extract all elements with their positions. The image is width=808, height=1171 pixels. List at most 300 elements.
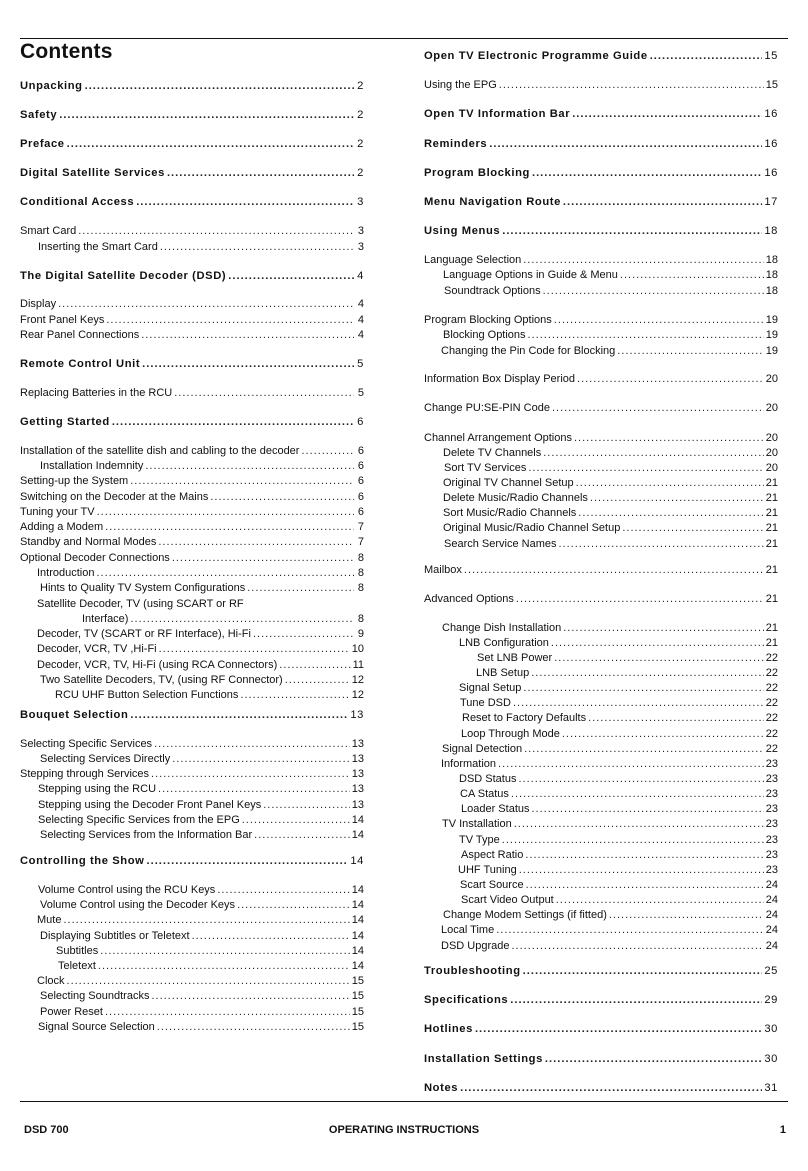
left-toc-entry[interactable] — [20, 626, 364, 641]
right-toc-entry[interactable] — [424, 726, 778, 741]
footer-page-number: 1 — [779, 1124, 786, 1136]
dot-leader — [247, 582, 354, 595]
toc-entry-page-number: 16 — [764, 167, 778, 179]
dot-leader — [551, 637, 764, 650]
right-toc-entry[interactable] — [424, 445, 778, 460]
toc-entry-page-number: 4 — [357, 270, 364, 282]
toc-entry-title: Display — [20, 298, 57, 310]
left-toc-entry[interactable] — [20, 797, 364, 812]
dot-leader — [545, 1053, 762, 1066]
dot-leader — [510, 994, 762, 1007]
dot-leader — [559, 538, 764, 551]
right-toc-entry[interactable] — [424, 591, 778, 606]
right-toc-entry[interactable] — [424, 992, 778, 1007]
toc-entry-page-number: 20 — [765, 373, 778, 385]
right-toc-entry[interactable] — [424, 710, 778, 725]
toc-entry-page-number: 23 — [765, 864, 778, 876]
dot-leader — [528, 329, 764, 342]
dot-leader — [158, 536, 354, 549]
dot-leader — [141, 329, 354, 342]
toc-entry-title: Signal Setup — [459, 682, 522, 694]
dot-leader — [576, 477, 764, 490]
right-toc-entry[interactable] — [424, 620, 778, 635]
toc-entry-page-number: 13 — [351, 738, 364, 750]
toc-entry-page-number: 14 — [351, 884, 364, 896]
dot-leader — [105, 1006, 350, 1019]
left-toc-entry[interactable] — [20, 672, 364, 687]
toc-entry-title: Search Service Names — [444, 538, 557, 550]
dot-leader — [578, 507, 763, 520]
toc-entry-title: Standby and Normal Modes — [20, 536, 157, 548]
bottom-rule — [20, 1101, 788, 1102]
toc-entry-page-number: 6 — [357, 445, 364, 457]
toc-entry-title: TV Type — [459, 834, 500, 846]
toc-entry-title: Sort TV Services — [444, 462, 527, 474]
dot-leader — [217, 884, 349, 897]
toc-entry-title: Change Modem Settings (if fitted) — [443, 909, 607, 921]
toc-entry-title: Channel Arrangement Options — [424, 432, 572, 444]
toc-entry-page-number: 3 — [357, 225, 364, 237]
toc-entry-title: Rear Panel Connections — [20, 329, 140, 341]
left-toc-entry[interactable] — [20, 1004, 364, 1019]
toc-entry-title: Controlling the Show — [20, 855, 145, 867]
toc-entry-title: Open TV Information Bar — [424, 108, 571, 120]
left-toc-entry[interactable] — [20, 107, 364, 122]
toc-entry-page-number: 24 — [765, 940, 778, 952]
dot-leader — [609, 909, 764, 922]
dot-leader — [556, 894, 764, 907]
dot-leader — [574, 432, 764, 445]
right-toc-entry[interactable] — [424, 907, 778, 922]
toc-entry-title: Clock — [37, 975, 65, 987]
left-toc-entry[interactable] — [20, 504, 364, 519]
toc-entry-page-number: 6 — [357, 416, 364, 428]
toc-entry-title: Decoder, TV (SCART or RF Interface), Hi-Fi — [37, 628, 251, 640]
toc-entry-title: Mute — [37, 914, 62, 926]
dot-leader — [142, 358, 354, 371]
toc-entry-page-number: 21 — [765, 637, 778, 649]
toc-entry-title: Unpacking — [20, 80, 83, 92]
toc-entry-title: Language Options in Guide & Menu — [443, 269, 618, 281]
dot-leader — [617, 345, 763, 358]
toc-entry-title: Reminders — [424, 138, 488, 150]
toc-entry-page-number: 3 — [357, 196, 364, 208]
dot-leader — [523, 682, 763, 695]
left-toc-entry[interactable] — [20, 473, 364, 488]
right-toc-entry[interactable] — [424, 756, 778, 771]
dot-leader — [159, 643, 350, 656]
toc-entry-title: Advanced Options — [424, 593, 514, 605]
left-toc-entry[interactable] — [20, 239, 364, 254]
right-toc-entry[interactable] — [424, 847, 778, 862]
toc-entry-title: Satellite Decoder, TV (using SCART or RF — [37, 598, 244, 610]
toc-entry-page-number: 21 — [765, 538, 778, 550]
toc-entry-title: The Digital Satellite Decoder (DSD) — [20, 270, 227, 282]
toc-entry-page-number: 6 — [357, 475, 364, 487]
right-toc-entry[interactable] — [424, 741, 778, 756]
dot-leader — [590, 492, 764, 505]
dot-leader — [85, 80, 354, 93]
left-toc-entry[interactable] — [20, 414, 364, 429]
dot-leader — [563, 622, 764, 635]
toc-entry-title: Language Selection — [424, 254, 522, 266]
dot-leader — [151, 768, 350, 781]
right-toc-entry[interactable] — [424, 165, 778, 180]
right-toc-entry[interactable] — [424, 267, 778, 282]
toc-entry-title: Reset to Factory Defaults — [462, 712, 587, 724]
toc-entry-title: Selecting Specific Services from the EPG — [38, 814, 240, 826]
right-toc-entry[interactable] — [424, 252, 778, 267]
toc-entry-page-number: 9 — [357, 628, 364, 640]
left-toc-entry[interactable] — [20, 268, 364, 283]
toc-entry-title: Replacing Batteries in the RCU — [20, 387, 173, 399]
toc-entry-page-number: 6 — [357, 460, 364, 472]
right-toc-entry[interactable] — [424, 505, 778, 520]
dot-leader — [136, 196, 354, 209]
toc-entry-page-number: 21 — [765, 622, 778, 634]
toc-entry-page-number: 20 — [765, 462, 778, 474]
toc-entry-page-number: 19 — [765, 345, 778, 357]
dot-leader — [525, 849, 763, 862]
toc-entry-page-number: 20 — [765, 402, 778, 414]
toc-entry-title: Open TV Electronic Programme Guide — [424, 50, 648, 62]
right-toc-entry[interactable] — [424, 938, 778, 953]
toc-entry-title: Digital Satellite Services — [20, 167, 165, 179]
right-toc-entry[interactable] — [424, 892, 778, 907]
dot-leader — [100, 945, 350, 958]
left-toc-entry[interactable] — [20, 736, 364, 751]
left-toc-entry[interactable] — [20, 223, 364, 238]
right-toc-entry[interactable] — [424, 1021, 778, 1036]
left-toc-entry[interactable] — [20, 385, 364, 400]
toc-entry-page-number: 30 — [764, 1053, 778, 1065]
toc-entry-page-number: 24 — [765, 909, 778, 921]
toc-entry-title: Change PU:SE-PIN Code — [424, 402, 550, 414]
toc-entry-page-number: 18 — [765, 285, 778, 297]
toc-entry-page-number: 12 — [351, 674, 364, 686]
right-toc-entry[interactable] — [424, 194, 778, 209]
toc-entry-title: RCU UHF Button Selection Functions — [55, 689, 239, 701]
dot-leader — [588, 712, 764, 725]
dot-leader — [518, 773, 763, 786]
toc-entry-page-number: 21 — [765, 593, 778, 605]
toc-entry-title: Decoder, VCR, TV, Hi-Fi (using RCA Connectors) — [37, 659, 278, 671]
right-toc-entry[interactable] — [424, 327, 778, 342]
toc-entry-title: Blocking Options — [443, 329, 526, 341]
dot-leader — [554, 652, 764, 665]
right-toc-entry[interactable] — [424, 343, 778, 358]
right-toc-entry[interactable] — [424, 832, 778, 847]
left-toc-entry[interactable] — [20, 312, 364, 327]
toc-entry-title: Stepping using the RCU — [38, 783, 157, 795]
toc-entry-title: Signal Detection — [442, 743, 523, 755]
dot-leader — [97, 506, 354, 519]
left-toc-entry[interactable] — [20, 641, 364, 656]
toc-entry-title: LNB Setup — [476, 667, 530, 679]
dot-leader — [301, 445, 354, 458]
toc-entry-title: Hints to Quality TV System Configurations — [40, 582, 246, 594]
dot-leader — [519, 864, 764, 877]
toc-entry-title: Signal Source Selection — [38, 1021, 155, 1033]
toc-entry-page-number: 30 — [764, 1023, 778, 1035]
right-toc-entry[interactable] — [424, 862, 778, 877]
left-toc-entry[interactable] — [20, 136, 364, 151]
toc-entry-title: Remote Control Unit — [20, 358, 141, 370]
dot-leader — [528, 462, 763, 475]
toc-entry-title: Adding a Modem — [20, 521, 104, 533]
toc-entry-title: Notes — [424, 1082, 459, 1094]
left-toc-entry[interactable] — [20, 812, 364, 827]
footer-model: DSD 700 — [24, 1124, 69, 1136]
dot-leader — [622, 522, 763, 535]
toc-entry-page-number: 5 — [357, 358, 364, 370]
toc-entry-page-number: 13 — [350, 709, 364, 721]
left-toc-entry[interactable] — [20, 707, 364, 722]
right-toc-entry[interactable] — [424, 635, 778, 650]
dot-leader — [523, 965, 763, 978]
toc-entry-page-number: 14 — [351, 829, 364, 841]
dot-leader — [106, 314, 354, 327]
toc-entry-title: Volume Control using the Decoder Keys — [40, 899, 236, 911]
toc-entry-page-number: 8 — [357, 613, 364, 625]
dot-leader — [158, 783, 350, 796]
dot-leader — [157, 1021, 350, 1034]
dot-leader — [145, 460, 354, 473]
toc-entry-page-number: 23 — [765, 834, 778, 846]
toc-entry-title: Scart Source — [460, 879, 524, 891]
toc-entry-title: Changing the Pin Code for Blocking — [441, 345, 616, 357]
right-toc-entry[interactable] — [424, 106, 778, 121]
page-title: Contents — [20, 40, 113, 63]
left-toc-entry[interactable] — [20, 687, 364, 702]
toc-entry-title: Menu Navigation Route — [424, 196, 561, 208]
left-toc-entry[interactable] — [20, 766, 364, 781]
right-toc-entry[interactable] — [424, 650, 778, 665]
dot-leader — [475, 1023, 762, 1036]
toc-entry-title: Preface — [20, 138, 65, 150]
left-toc-entry[interactable] — [20, 943, 364, 958]
left-toc-entry[interactable] — [20, 296, 364, 311]
toc-entry-title: LNB Configuration — [459, 637, 549, 649]
left-toc-entry[interactable] — [20, 534, 364, 549]
right-toc-entry[interactable] — [424, 475, 778, 490]
dot-leader — [464, 564, 764, 577]
left-toc-entry[interactable] — [20, 443, 364, 458]
right-toc-entry[interactable] — [424, 520, 778, 535]
dot-leader — [105, 521, 354, 534]
toc-entry-page-number: 11 — [352, 659, 364, 671]
toc-entry-page-number: 22 — [765, 667, 778, 679]
left-toc-entry[interactable] — [20, 356, 364, 371]
left-toc-entry[interactable] — [20, 1019, 364, 1034]
right-toc-entry[interactable] — [424, 786, 778, 801]
right-toc-entry[interactable] — [424, 963, 778, 978]
right-toc-entry[interactable] — [424, 430, 778, 445]
right-toc-entry[interactable] — [424, 77, 778, 92]
dot-leader — [130, 613, 354, 626]
toc-entry-page-number: 2 — [357, 167, 364, 179]
right-toc-entry[interactable] — [424, 1051, 778, 1066]
right-toc-entry[interactable] — [424, 371, 778, 386]
toc-entry-title: Bouquet Selection — [20, 709, 129, 721]
toc-entry-page-number: 23 — [765, 773, 778, 785]
left-toc-entry[interactable] — [20, 973, 364, 988]
dot-leader — [146, 855, 348, 868]
right-toc-entry[interactable] — [424, 223, 778, 238]
toc-entry-title: Installation Settings — [424, 1053, 543, 1065]
page-footer — [20, 1124, 788, 1138]
dot-leader — [498, 758, 764, 771]
dot-leader — [562, 728, 764, 741]
right-toc-entry[interactable] — [424, 816, 778, 831]
toc-entry-title: Set LNB Power — [477, 652, 553, 664]
right-toc-entry[interactable] — [424, 136, 778, 151]
toc-entry-title: DSD Upgrade — [441, 940, 510, 952]
toc-entry-title: Front Panel Keys — [20, 314, 105, 326]
right-toc-entry[interactable] — [424, 680, 778, 695]
left-toc-entry[interactable] — [20, 78, 364, 93]
dot-leader — [532, 167, 762, 180]
toc-entry-page-number: 14 — [351, 899, 364, 911]
dot-leader — [552, 402, 764, 415]
toc-entry-title: Conditional Access — [20, 196, 135, 208]
left-toc-entry[interactable] — [20, 781, 364, 796]
dot-leader — [254, 829, 350, 842]
toc-entry-page-number: 15 — [351, 1021, 364, 1033]
left-toc-entry[interactable] — [20, 194, 364, 209]
right-toc-entry[interactable] — [424, 48, 778, 63]
right-toc-entry[interactable] — [424, 283, 778, 298]
left-toc-entry[interactable] — [20, 596, 364, 611]
dot-leader — [63, 914, 349, 927]
toc-entry-title: DSD Status — [459, 773, 517, 785]
toc-entry-page-number: 15 — [351, 1006, 364, 1018]
dot-leader — [228, 270, 354, 283]
toc-entry-title: Using Menus — [424, 225, 501, 237]
dot-leader — [237, 899, 350, 912]
left-toc-entry[interactable] — [20, 928, 364, 943]
toc-entry-title: Tune DSD — [460, 697, 511, 709]
toc-entry-page-number: 6 — [357, 506, 364, 518]
toc-entry-page-number: 12 — [351, 689, 364, 701]
right-toc-entry[interactable] — [424, 771, 778, 786]
toc-entry-page-number: 24 — [765, 879, 778, 891]
toc-entry-page-number: 2 — [357, 109, 364, 121]
right-toc-entry[interactable] — [424, 490, 778, 505]
dot-leader — [98, 960, 350, 973]
left-toc-entry[interactable] — [20, 751, 364, 766]
right-toc-entry[interactable] — [424, 877, 778, 892]
left-toc-entry[interactable] — [20, 912, 364, 927]
toc-entry-title: Original TV Channel Setup — [443, 477, 574, 489]
toc-entry-title: Safety — [20, 109, 58, 121]
left-toc-entry[interactable] — [20, 853, 364, 868]
left-toc-entry[interactable] — [20, 327, 364, 342]
toc-entry-title: Setting-up the System — [20, 475, 129, 487]
right-toc-entry[interactable] — [424, 665, 778, 680]
right-toc-entry[interactable] — [424, 922, 778, 937]
toc-entry-page-number: 22 — [765, 682, 778, 694]
right-toc-entry[interactable] — [424, 1080, 778, 1095]
toc-entry-page-number: 16 — [764, 108, 778, 120]
left-toc-entry[interactable] — [20, 611, 364, 626]
left-toc-entry[interactable] — [20, 958, 364, 973]
left-toc-entry[interactable] — [20, 988, 364, 1003]
dot-leader — [192, 930, 350, 943]
toc-entry-title: Stepping through Services — [20, 768, 150, 780]
toc-entry-title: Subtitles — [56, 945, 99, 957]
toc-entry-title: Installation Indemnity — [40, 460, 144, 472]
toc-entry-title: Scart Video Output — [461, 894, 554, 906]
dot-leader — [516, 593, 764, 606]
dot-leader — [513, 697, 764, 710]
dot-leader — [532, 803, 764, 816]
toc-entry-title: TV Installation — [442, 818, 512, 830]
dot-leader — [174, 387, 354, 400]
toc-entry-page-number: 14 — [351, 960, 364, 972]
left-toc-entry[interactable] — [20, 580, 364, 595]
dot-leader — [160, 241, 354, 254]
toc-entry-title: Teletext — [58, 960, 96, 972]
toc-entry-page-number: 15 — [765, 79, 778, 91]
dot-leader — [279, 659, 350, 672]
toc-entry-page-number: 2 — [357, 138, 364, 150]
right-toc-entry[interactable] — [424, 695, 778, 710]
dot-leader — [242, 814, 350, 827]
toc-entry-title: Soundtrack Options — [444, 285, 541, 297]
dot-leader — [489, 138, 762, 151]
right-toc-entry[interactable] — [424, 562, 778, 577]
left-toc-entry[interactable] — [20, 489, 364, 504]
toc-entry-page-number: 23 — [765, 818, 778, 830]
dot-leader — [526, 879, 764, 892]
left-toc-entry[interactable] — [20, 165, 364, 180]
toc-entry-page-number: 4 — [357, 314, 364, 326]
toc-entry-page-number: 24 — [765, 894, 778, 906]
left-toc-entry[interactable] — [20, 657, 364, 672]
toc-entry-title: Sort Music/Radio Channels — [443, 507, 577, 519]
toc-entry-page-number: 18 — [765, 269, 778, 281]
right-toc-entry[interactable] — [424, 801, 778, 816]
dot-leader — [502, 834, 764, 847]
right-toc-entry[interactable] — [424, 460, 778, 475]
toc-entry-title: Selecting Services from the Information Bar — [40, 829, 253, 841]
dot-leader — [650, 50, 763, 63]
left-toc-entry[interactable] — [20, 458, 364, 473]
left-toc-entry[interactable] — [20, 565, 364, 580]
toc-entry-title: UHF Tuning — [458, 864, 517, 876]
left-toc-entry[interactable] — [20, 897, 364, 912]
toc-entry-title: Loader Status — [461, 803, 530, 815]
right-toc-entry[interactable] — [424, 400, 778, 415]
right-toc-entry[interactable] — [424, 536, 778, 551]
right-toc-entry[interactable] — [424, 312, 778, 327]
dot-leader — [563, 196, 762, 209]
left-toc-entry[interactable] — [20, 550, 364, 565]
toc-entry-page-number: 22 — [765, 743, 778, 755]
left-toc-entry[interactable] — [20, 882, 364, 897]
toc-entry-title: Aspect Ratio — [461, 849, 524, 861]
left-toc-entry[interactable] — [20, 519, 364, 534]
left-toc-entry[interactable] — [20, 827, 364, 842]
toc-entry-title: Decoder, VCR, TV ,Hi-Fi — [37, 643, 157, 655]
toc-entry-page-number: 21 — [765, 492, 778, 504]
toc-entry-title: Information — [441, 758, 497, 770]
toc-entry-page-number: 23 — [765, 758, 778, 770]
toc-entry-page-number: 4 — [357, 329, 364, 341]
toc-entry-page-number: 14 — [351, 945, 364, 957]
toc-entry-page-number: 24 — [765, 924, 778, 936]
